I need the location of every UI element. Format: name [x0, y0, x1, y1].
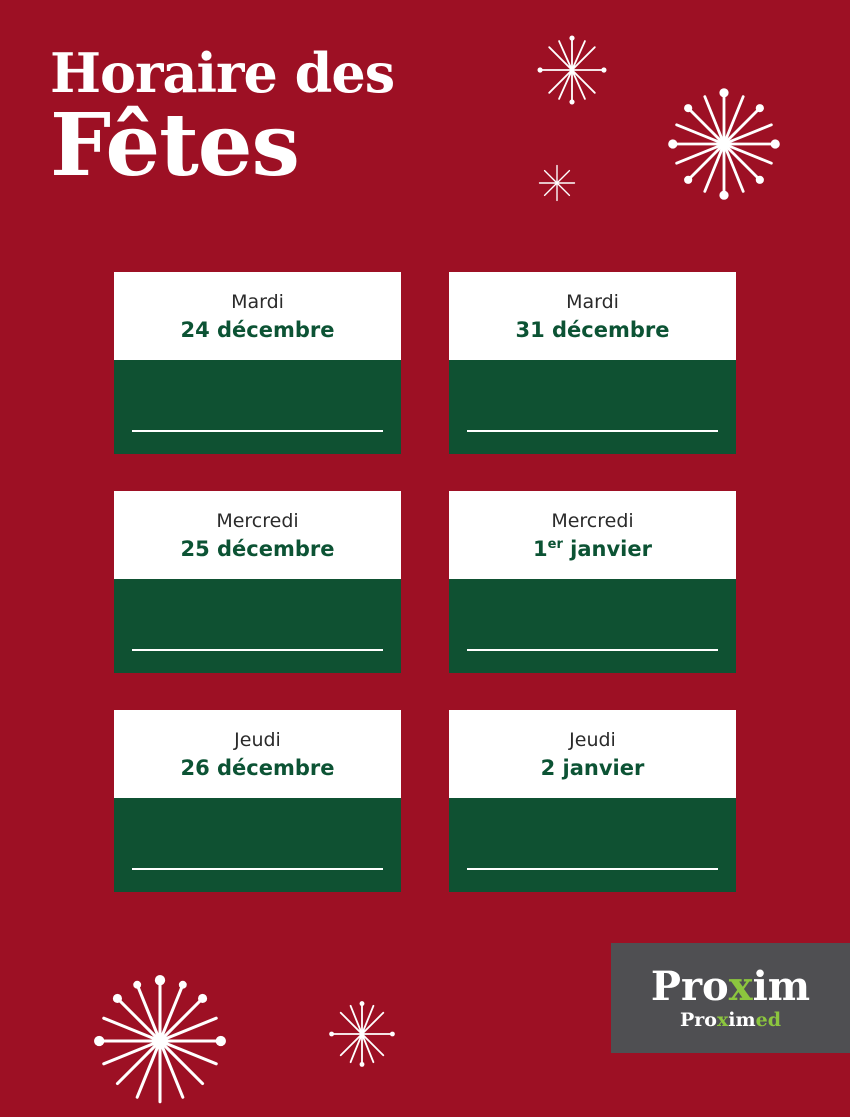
schedule-card-header	[114, 272, 401, 360]
title-line-1: Horaire des	[50, 41, 395, 105]
schedule-card-hours-area[interactable]	[114, 579, 401, 673]
schedule-card-hours-area[interactable]	[114, 798, 401, 892]
write-line	[132, 868, 383, 870]
logo-sub-wordmark	[680, 1010, 781, 1030]
schedule-card-date: 24 décembre	[180, 317, 335, 342]
schedule-card-hours-area[interactable]	[449, 798, 736, 892]
logo-sub-x: x	[716, 1009, 729, 1031]
schedule-card-header	[449, 272, 736, 360]
schedule-card-hours-area[interactable]	[114, 360, 401, 454]
snowflake-icon	[660, 80, 788, 208]
schedule-card-header	[114, 710, 401, 798]
logo	[611, 943, 850, 1053]
schedule-card-hours-area[interactable]	[449, 579, 736, 673]
schedule-card-day: Mercredi	[216, 509, 299, 532]
logo-wordmark	[650, 963, 811, 1010]
write-line	[467, 649, 718, 651]
schedule-card-date	[533, 536, 652, 562]
schedule-card-date: 25 décembre	[180, 536, 335, 561]
schedule-card	[449, 491, 736, 673]
date-month: janvier	[562, 536, 652, 561]
date-number: 1	[533, 536, 548, 561]
date-suffix: er	[547, 536, 563, 552]
snowflake-icon	[84, 965, 236, 1117]
schedule-row	[114, 272, 736, 454]
schedule-card-header	[114, 491, 401, 579]
schedule-card-day: Mercredi	[551, 509, 634, 532]
schedule-card	[114, 272, 401, 454]
page-title	[50, 41, 395, 196]
schedule-card-day: Jeudi	[569, 728, 616, 751]
write-line	[467, 868, 718, 870]
schedule-card	[114, 710, 401, 892]
logo-sub-mid: im	[728, 1009, 756, 1031]
schedule-card-header	[449, 491, 736, 579]
snowflake-icon	[324, 996, 400, 1072]
write-line	[467, 430, 718, 432]
schedule-card	[449, 272, 736, 454]
snowflake-icon	[534, 160, 580, 206]
schedule-card-day: Mardi	[231, 290, 284, 313]
schedule-card-header	[449, 710, 736, 798]
write-line	[132, 649, 383, 651]
logo-sub-pre: Pro	[679, 1009, 717, 1031]
schedule-row	[114, 491, 736, 673]
logo-pre: Pro	[650, 963, 729, 1010]
title-line-2: Fêtes	[50, 95, 299, 196]
logo-sub-end: ed	[755, 1009, 781, 1031]
schedule-card-date: 26 décembre	[180, 755, 335, 780]
schedule-grid	[114, 272, 736, 929]
schedule-card-day: Jeudi	[234, 728, 281, 751]
schedule-card	[449, 710, 736, 892]
schedule-row	[114, 710, 736, 892]
snowflake-icon	[534, 32, 610, 108]
logo-x: x	[728, 963, 753, 1010]
schedule-card-day: Mardi	[566, 290, 619, 313]
schedule-card-date: 2 janvier	[540, 755, 645, 780]
schedule-card	[114, 491, 401, 673]
logo-post: im	[752, 963, 811, 1010]
write-line	[132, 430, 383, 432]
schedule-card-hours-area[interactable]	[449, 360, 736, 454]
schedule-card-date: 31 décembre	[515, 317, 670, 342]
